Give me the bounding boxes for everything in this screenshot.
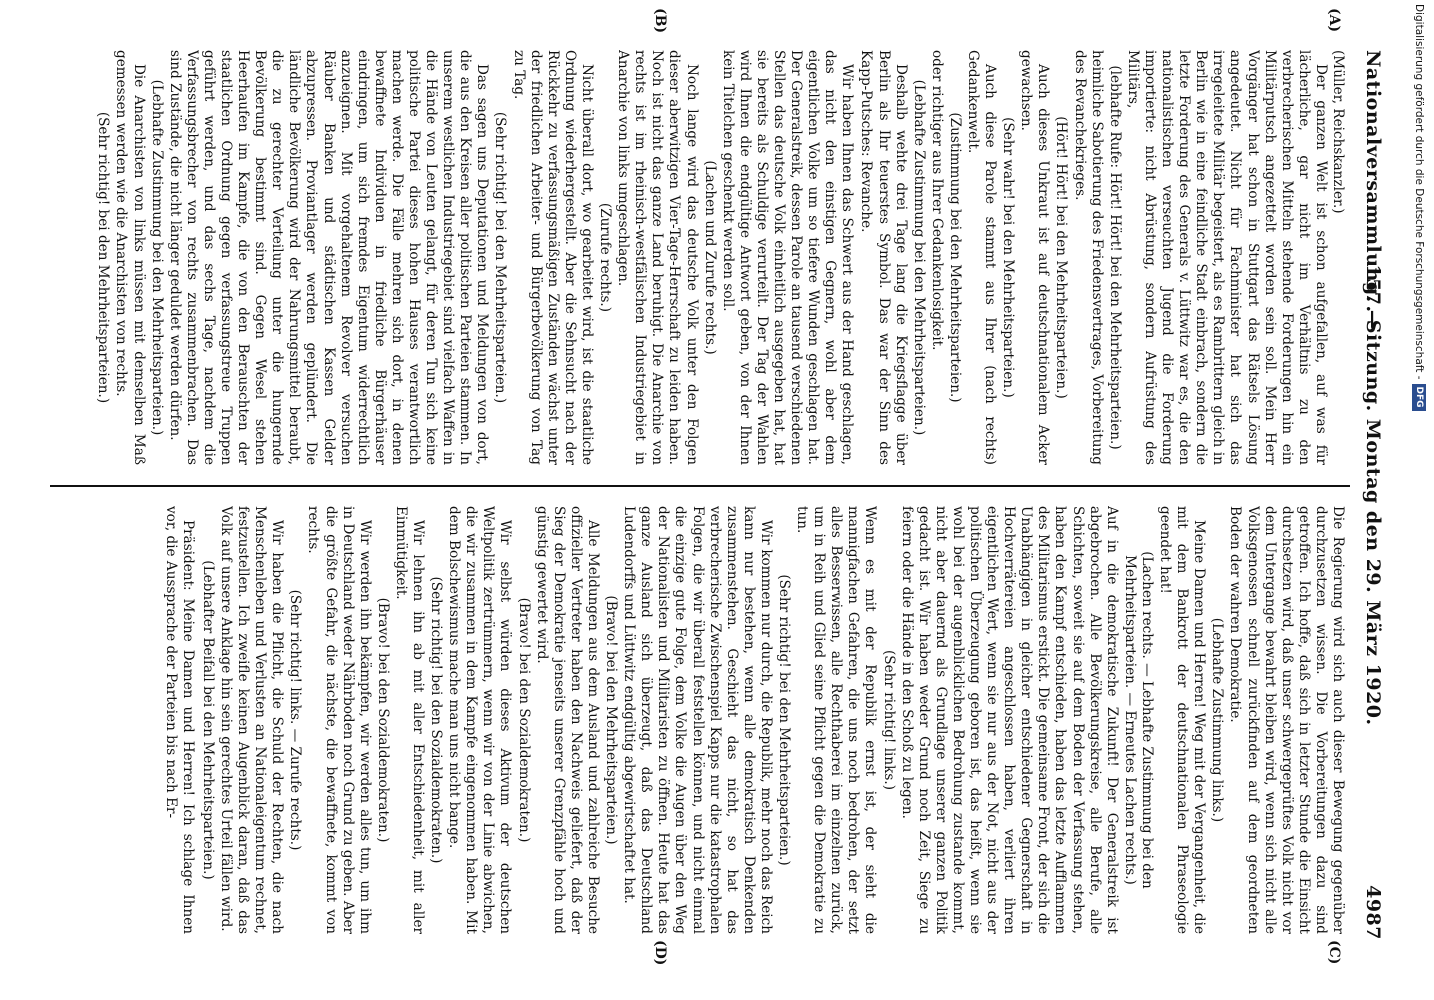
- text-column-right: [16, 506, 1346, 934]
- paragraph: Wir haben Ihnen das Schwert aus der Hand geschlagen, das nicht den einstigen Gegnern, wohl aber dem eigentlichen Volke um so tiefere Wunden geschlagen hat. Der Generalstreik, dessen Parole an tausend verschiedenen Stellen das deutsche Volk einheitlich ausgegeben hat, hat sie bereits als Schuldige verurteilt. Der Tag der Wahlen wird Ihnen die endgültige Antwort geben, von der Ihnen kein Titelchen geschenkt werden soll.: [719, 50, 856, 465]
- interjection: (Lebhafte Zustimmung bei den Mehrheitsparteien.): [910, 79, 927, 436]
- interjection: (Bravo! bei den Sozialdemokraten.): [515, 597, 532, 843]
- paragraph: Auch diese Parole stammt aus Ihrer (nach rechts) Gedankenwelt.: [965, 50, 999, 465]
- document-scan: [8, 0, 1408, 980]
- interjection: (Bravo! bei den Mehrheitsparteien.): [603, 595, 620, 845]
- paragraph: heimliche Sabotierung des Friedensvertrages, Vorbereitung des Revanchekrieges.: [1071, 50, 1105, 465]
- interjection: (Sehr richtig! links. — Zurufe rechts.): [287, 589, 304, 851]
- column-divider: [50, 485, 1350, 487]
- paragraph: Meine Damen und Herren! Weg mit der Vergangenheit, die mit dem Bankrott der deutschnationalen Phraseologie geendet hat!: [1157, 506, 1208, 934]
- dfg-logo: DFG: [1412, 384, 1426, 411]
- interjection: (lebhafte Rufe: Hört! Hört! bei den Mehrheitsparteien.): [1106, 65, 1123, 450]
- paragraph: Die Anarchisten von links müssen mit demselben Maß gemessen werden wie die Anarchisten von rechts.: [113, 50, 147, 465]
- margin-marker-b: (B): [652, 8, 668, 34]
- interjection: (Sehr richtig! bei den Sozialdemokraten.): [428, 576, 445, 864]
- paragraph: Die Regierung wird sich auch dieser Bewegung gegenüber durchzusetzen wissen. Die Vorbereitungen dazu sind getroffen. Ich hoffe, daß sich in letzter Stunde die Einsicht durchsetzen wird, daß unser schwergeprüftes Volk nicht vor dem Untergange bewahrt bleiben wird, wenn sich nicht alle Volksgenossen schnell zurückfinden auf dem geordneten Boden der wahren Demokratie.: [1227, 506, 1346, 934]
- interjection: (Lachen rechts. — Lebhafte Zustimmung bei den Mehrheitsparteien. — Erneutes Lachen rechts.): [1121, 551, 1155, 889]
- margin-marker-c: (C): [1326, 940, 1342, 965]
- interjection: (Sehr richtig! bei den Mehrheitsparteien.): [492, 111, 509, 404]
- paragraph: Wir kommen nur durch, die Republik, mehr noch das Reich kann nur bestehen, wenn alle demokratisch Denkenden zusammenstehen. Geschieht das nicht, so hat das verbrecherische Zwischenspiel Kapps nur die katastrophalen Folgen, die wir überall feststellen können, und nicht einmal die einzige gute Folge, dem Volke die Augen über den Weg der Nationalisten und Militaristen zu öffnen. Heute hat das ganze Ausland sich überzeugt, daß das Deutschland Ludendorffs und Lüttwitz endgültig abgewirtschaftet hat.: [621, 506, 774, 934]
- header-center: 157. Sitzung. Montag den 29. März 1920.: [1362, 264, 1384, 726]
- paragraph: Wenn es mit der Republik ernst ist, der sieht die mannigfachen Gefahren, die uns noch bedrohen, der setzt alles Besserwissen, alle Rechthaberei im einzelnen zurück, um in Reih und Glied seine Pflicht gegen die Demokratie zu tun.: [794, 506, 879, 934]
- page-number: 4987: [1362, 885, 1384, 940]
- interjection: (Sehr wahr! bei den Mehrheitsparteien.): [1000, 117, 1017, 398]
- interjection: (Bravo! bei den Sozialdemokraten.): [374, 597, 391, 843]
- paragraph: Wir werden ihn bekämpfen, wir werden alles tun, um ihm in Deutschland weder Nährboden noch Grund zu geben. Aber die größte Gefahr, die nächste, die bewaffnete, kommt von rechts.: [305, 506, 373, 934]
- interjection: (Sehr richtig! bei den Mehrheitsparteien.): [95, 111, 112, 404]
- interjection: (Zustimmung bei den Mehrheitsparteien.): [946, 112, 963, 403]
- paragraph: oder richtiger aus Ihrer Gedankenlosigkeit.: [928, 50, 945, 351]
- margin-marker-d: (D): [652, 940, 668, 966]
- paragraph: Auf in die demokratische Zukunft! Der Generalstreik ist abgebrochen. Alle Bevölkerungskreise, alle Berufe, alle Schichten, soweit sie auf dem Boden der Verfassung stehen, haben den Kampf entschieden, haben das letzte Aufflammen des Militarismus erstickt. Die gemeinsame Front, der sich die Unabhängigen in gleicher entschiedener Gegnerschaft in Hochverrätereien angeschlossen haben, verliert ihren eigentlichen Wert, wenn sie nur aus der Not, nicht aus der politischen Überzeugung geboren ist, das heißt, wenn sie wohl bei der augenblicklichen Bedrohung zustande kommt, nicht aber dauernd als Grundlage unserer ganzen Politik gedacht ist. Wir haben weder Grund noch Zeit, Siege zu feiern oder die Hände in den Schoß zu legen.: [898, 506, 1120, 934]
- paragraph: Wir selbst würden dieses Aktivum der deutschen Weltpolitik zertrümmern, wenn wir von der Linie abwichen, die wir zusammen in dem Kampfe eingenommen haben. Mit dem Bolschewismus mache man uns nicht bange.: [446, 506, 514, 934]
- interjection: (Lebhafte Zustimmung bei den Mehrheitsparteien.): [148, 79, 165, 436]
- paragraph: Wir haben die Pflicht, die Schuld der Rechten, die nach Menschenleben und Verlusten an Nationaleigentum rechnet, festzustellen. Ich zweifle keinen Augenblick daran, daß das Volk auf unsere Anklage hin sein gerechtes Urteil fällen wird.: [218, 506, 286, 934]
- paragraph: (Müller, Reichskanzler.): [1330, 50, 1346, 214]
- header-left: Nationalversammlung. —: [1362, 50, 1384, 330]
- digitization-credit: [1408, 4, 1430, 996]
- paragraph: Der ganzen Welt ist schon aufgefallen, auf was für lächerliche, gar nicht im Verhältnis zu den verbrecherischen Mitteln stehende Forderungen hin ein Militärputsch angezettelt worden sein soll. Mein Herr Vorgänger hat schon in Stuttgart das Rätsels Lösung angedeutet. Nicht für Fachminister hat sich das irregeleitete Militär begeistert, als es Rambrittern gleich in Berlin wie in eine feindliche Stadt einbrach, sondern die letzte Forderung des Generals v. Lüttwitz war es, die den nationalistischen verseuchten Jugend die Forderung importierte: nicht Abrüstung, sondern Aufrüstung des Militärs,: [1124, 50, 1329, 465]
- paragraph: Deshalb wehte drei Tage lang die Kriegsflagge über Berlin als Ihr teuerstes Symbol. Das war der Sinn des Kapp-Putsches: Revanche.: [858, 50, 909, 465]
- interjection: (Sehr richtig! bei den Mehrheitsparteien.): [776, 574, 792, 866]
- paragraph: Nicht überall dort, wo gearbeitet wird, ist die staatliche Ordnung wiederhergestellt. Aber die Sehnsucht nach der Rückkehr zu verfassungsmäßigen Zuständen wächst unter der friedlichen Arbeiter- und Bürgerbevölkerung von Tag zu Tag.: [510, 50, 595, 465]
- text-column-left: [16, 50, 1346, 465]
- page-header: [1356, 50, 1384, 940]
- paragraph: Alle Meldungen aus dem Ausland und zahlreiche Besuche offizieller Vertreter haben den Nachweis geliefert, daß der Sieg der Demokratie jenseits unserer Grenzpfähle hoch und günstig gewertet wird.: [533, 506, 601, 934]
- interjection: (Sehr richtig! links.): [880, 649, 897, 791]
- interjection: (Lebhafte Zustimmung links.): [1209, 617, 1226, 823]
- interjection: (Lebhafter Beifall bei den Mehrheitsparteien.): [199, 560, 216, 880]
- interjection: (Zurufe rechts.): [597, 202, 614, 313]
- paragraph: Das sagen uns Deputationen und Meldungen von dort, die aus den Kreisen aller politischen Parteien stammen. In unserem westlichen Industriegebiet sind vielfach Waffen in die Hände von Leuten gelangt, für deren Tun sich keine politische Partei dieses hohen Hauses verantwortlich machen werde. Die Fälle mehren sich dort, in denen bewaffnete Individuen in friedliche Bürgerhäuser eindringen, um sich fremdes Eigentum widerrechtlich anzueignen. Mit vorgehaltenem Revolver versuchen Räuber Banken und städtischen Kassen Gelder abzupressen. Proviantlager werden geplündert. Die ländliche Bevölkerung wird der Nahrungsmittel beraubt, die zu gerechter Verteilung unter die hungernde Bevölkerung bestimmt sind. Gegen Wesel stehen Heerhaufen im Kampfe, die von den Berauschten der staatlichen Ordnung gegen verfassungstreue Truppen geführt werden, und das sechs Tage, nachdem die Verfassungsbrecher von rechts zusammenbrachen. Das sind Zustände, die nicht länger geduldet werden dürfen.: [166, 50, 491, 465]
- margin-marker-a: (A): [1326, 8, 1342, 33]
- paragraph: Präsident: Meine Damen und Herren! Ich schlage Ihnen vor, die Aussprache der Parteien bis nach Er-: [162, 506, 196, 934]
- page: [8, 0, 1408, 980]
- paragraph: Noch lange wird das deutsche Volk unter den Folgen dieser aberwitzigen Vier-Tage-Herrschaft zu leiden haben. Noch ist nicht das ganze Land beruhigt. Die Anarchie von rechts ist im rheinisch-westfälischen Industriegebiet in Anarchie von links umgeschlagen.: [615, 50, 700, 465]
- paragraph: Wir lehnen ihn ab mit aller Entschiedenheit, mit aller Einmütigkeit.: [392, 506, 427, 934]
- interjection: (Lachen und Zurufe rechts.): [701, 160, 718, 355]
- interjection: (Hört! Hört! bei den Mehrheitsparteien.): [1053, 116, 1070, 399]
- credit-text: Digitalisierung gefördert durch die Deutsche Forschungsgemeinschaft -: [1413, 4, 1425, 380]
- paragraph: Auch dieses Unkraut ist auf deutschnationalem Acker gewachsen.: [1018, 50, 1052, 465]
